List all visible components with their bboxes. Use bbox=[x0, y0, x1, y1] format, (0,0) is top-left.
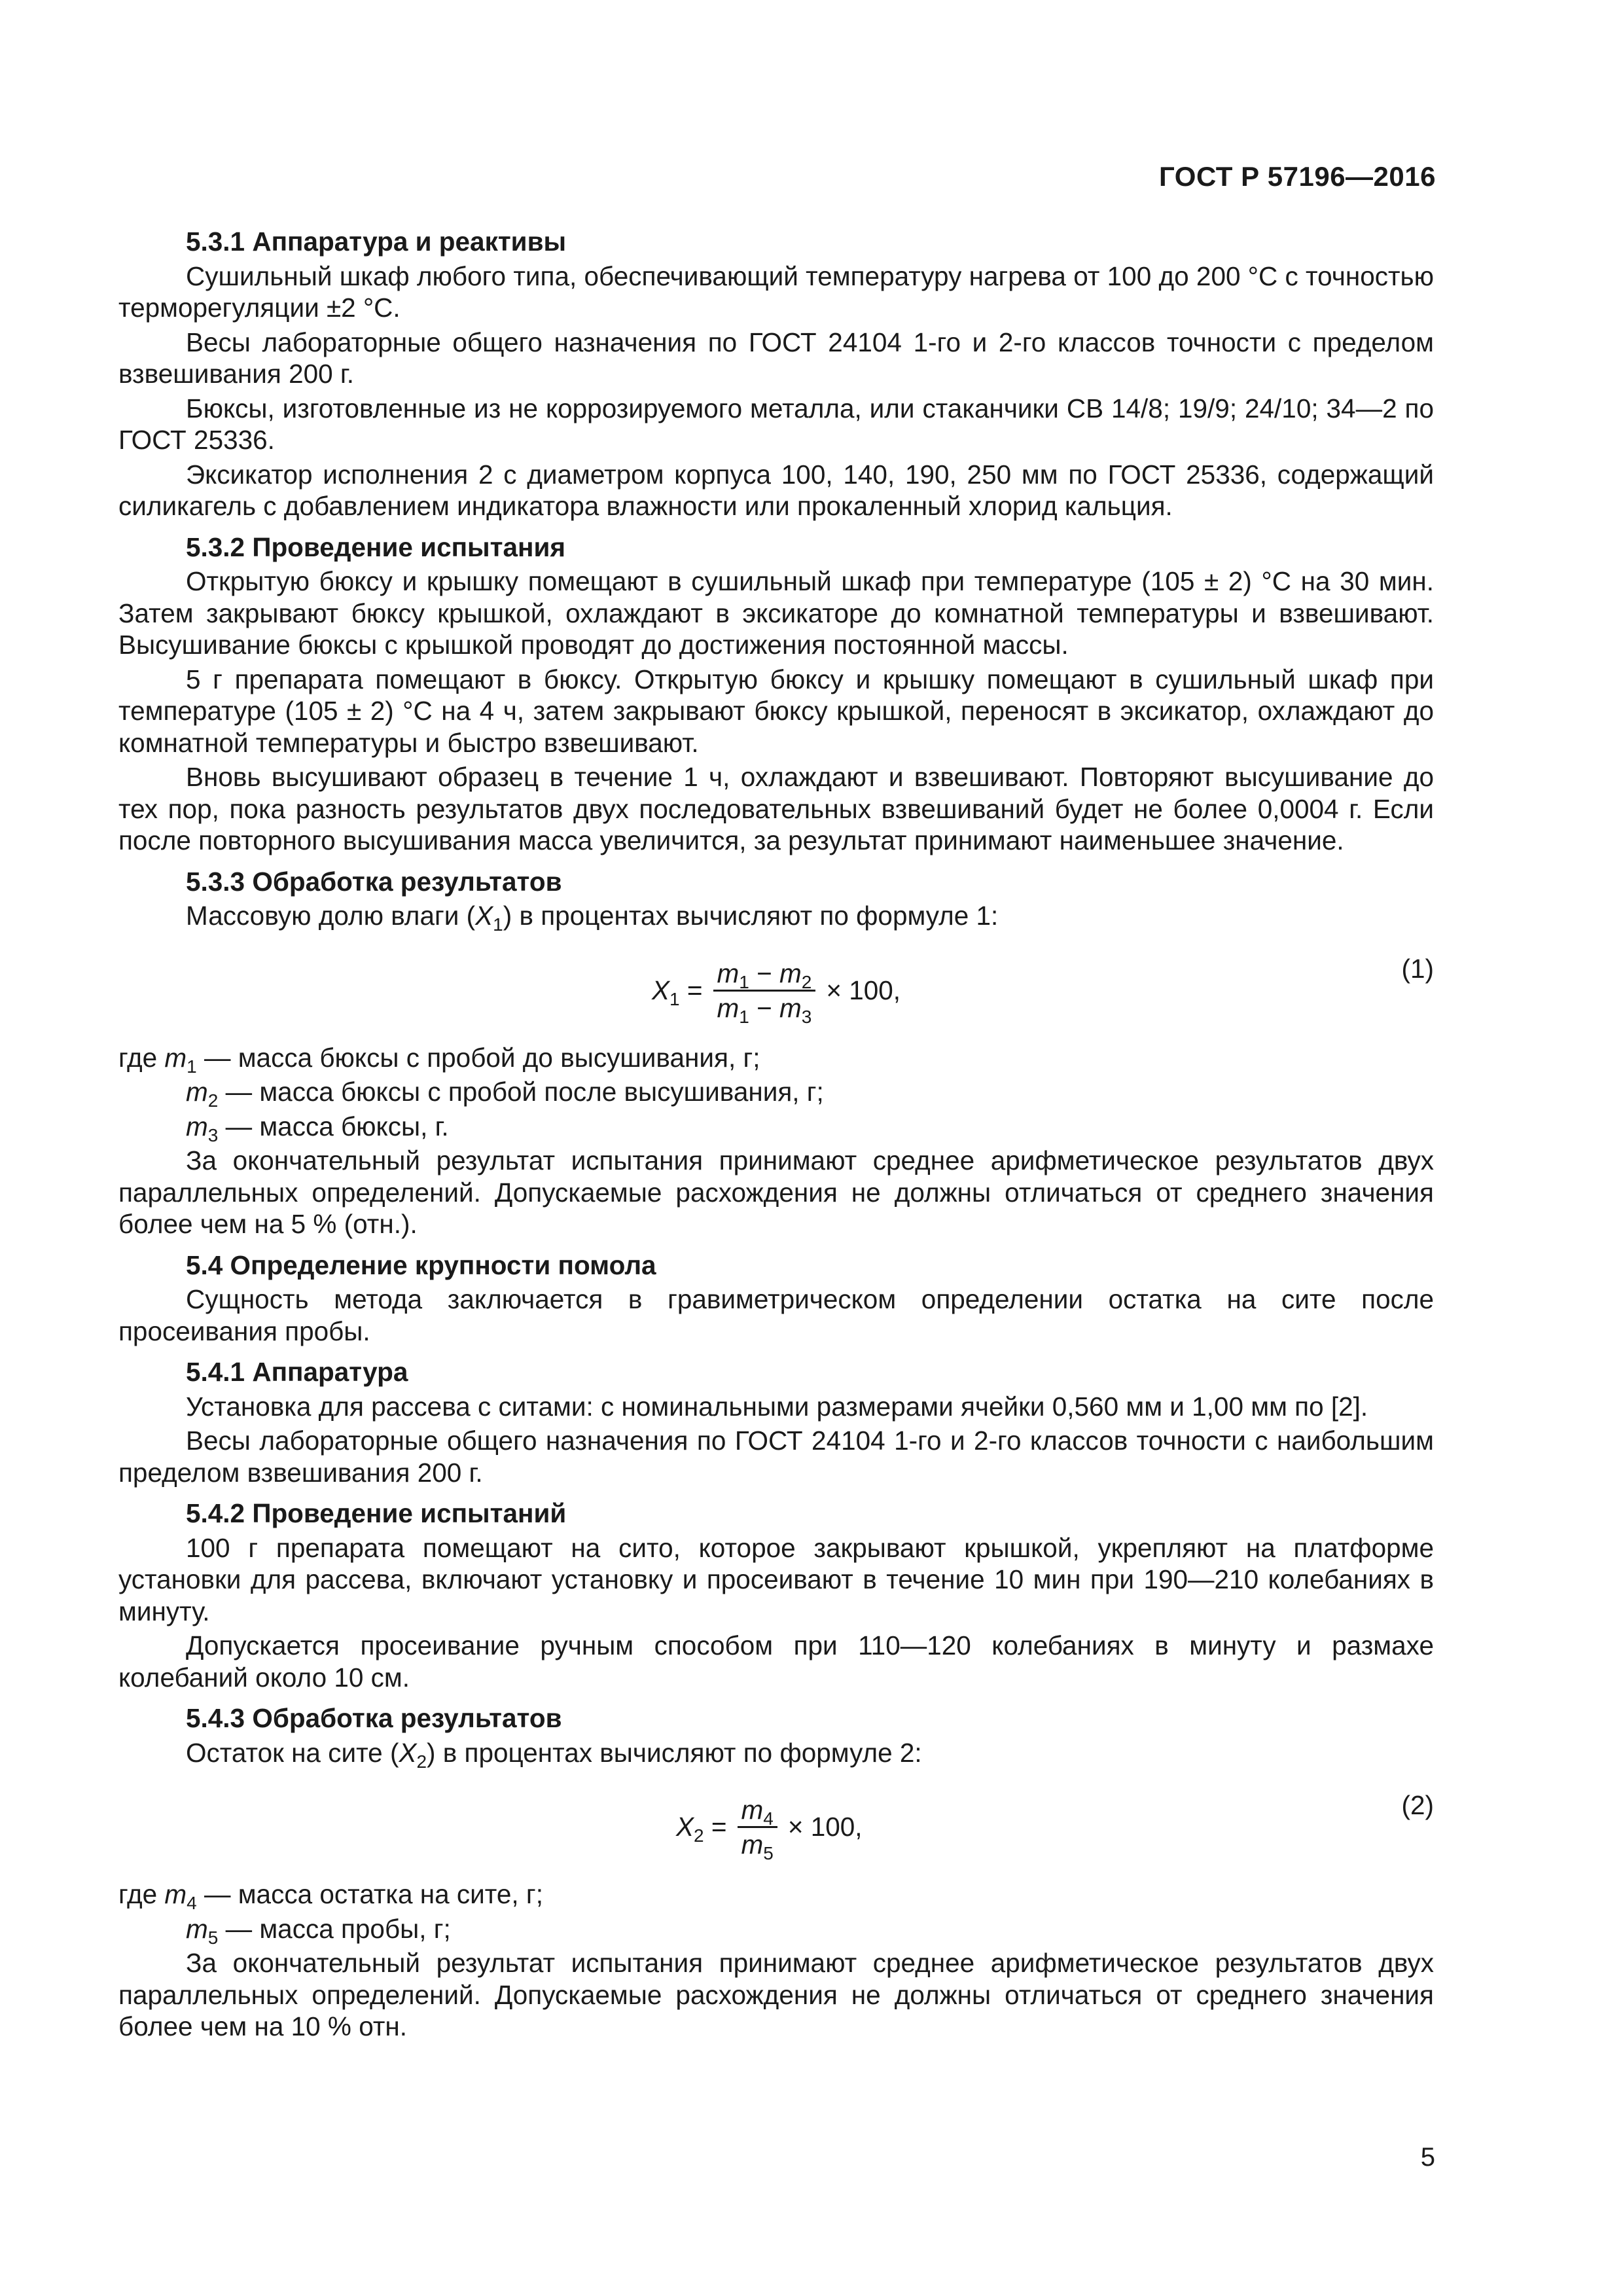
section-heading-5-3-3: 5.3.3 Обработка результатов bbox=[186, 866, 562, 897]
paragraph: Весы лабораторные общего назначения по ГОСТ 24104 1-го и 2-го классов точности с наибольшим пределом взвешивания 200 г. bbox=[118, 1426, 1434, 1488]
fraction: $\frac{m_1 - m_2}{m_1 - m_3}$ bbox=[713, 960, 816, 1022]
formula-number: (2) bbox=[1401, 1790, 1434, 1820]
section-heading-5-4: 5.4 Определение крупности помола bbox=[186, 1249, 656, 1280]
paragraph: Сушильный шкаф любого типа, обеспечивающий температуру нагрева от 100 до 200 °С с точностью терморегуляции ±2 °С. bbox=[118, 260, 1434, 323]
paragraph: Сущность метода заключается в гравиметрическом определении остатка на сите после просеивания пробы. bbox=[118, 1284, 1434, 1346]
paragraph: За окончательный результат испытания принимают среднее арифметическое результатов двух параллельных определений. Допускаемые расхождения не должны отличаться от среднего значения более чем на 5 % (отн.). bbox=[118, 1145, 1434, 1239]
legend-line: $m_2$ — масса бюксы с пробой после высушивания, г; bbox=[186, 1077, 824, 1111]
paragraph: Вновь высушивают образец в течение 1 ч, охлаждают и взвешивают. Повторяют высушивание до тех пор, пока разность результатов двух последовательных взвешиваний будет не более 0,0004 г. Если после повторного высушивания масса увеличится, за результат принимают наименьшее значение. bbox=[118, 762, 1434, 855]
paragraph: Допускается просеивание ручным способом при 110—120 колебаниях в минуту и размахе колебаний около 10 см. bbox=[118, 1630, 1434, 1693]
legend-line: $m_5$ — масса пробы, г; bbox=[186, 1913, 451, 1948]
formula-2-expression: $X_2$ = $\frac{m_4}{m_5}$ × 100, bbox=[676, 1795, 863, 1863]
legend-line: где $m_4$ — масса остатка на сите, г; bbox=[118, 1879, 543, 1913]
section-heading-5-3-2: 5.3.2 Проведение испытания bbox=[186, 531, 565, 562]
document-body bbox=[118, 226, 1434, 2045]
section-heading-5-4-1: 5.4.1 Аппаратура bbox=[186, 1357, 408, 1387]
formula-intro: Массовую долю влаги $(X_1)$ в процентах вычисляют по формуле 1: bbox=[186, 901, 999, 935]
paragraph: За окончательный результат испытания принимают среднее арифметическое результатов двух параллельных определений. Допускаемые расхождения не должны отличаться от среднего значения более чем на 10 % отн. bbox=[118, 1948, 1434, 2041]
section-heading-5-4-2: 5.4.2 Проведение испытаний bbox=[186, 1498, 567, 1528]
fraction: $\frac{m_4}{m_5}$ bbox=[738, 1796, 777, 1858]
section-heading-5-4-3: 5.4.3 Обработка результатов bbox=[186, 1703, 562, 1733]
legend-line: где $m_1$ — масса бюксы с пробой до высушивания, г; bbox=[118, 1042, 760, 1077]
paragraph: Установка для рассева с ситами: с номинальными размерами ячейки 0,560 мм и 1,00 мм по [2]. bbox=[186, 1391, 1368, 1422]
page-number: 5 bbox=[1420, 2143, 1435, 2172]
formula-1-expression: $X_1$ = $\frac{m_1 - m_2}{m_1 - m_3}$ × 100, bbox=[652, 958, 901, 1027]
document-header: ГОСТ Р 57196—2016 bbox=[1159, 161, 1436, 192]
formula-intro: Остаток на сите $(X_2)$ в процентах вычисляют по формуле 2: bbox=[186, 1737, 922, 1772]
section-heading-5-3-1: 5.3.1 Аппаратура и реактивы bbox=[186, 226, 567, 257]
formula-number: (1) bbox=[1401, 953, 1434, 984]
paragraph: Весы лабораторные общего назначения по ГОСТ 24104 1-го и 2-го классов точности с пределом взвешивания 200 г. bbox=[118, 327, 1434, 389]
legend-line: $m_3$ — масса бюксы, г. bbox=[186, 1111, 449, 1145]
paragraph: 100 г препарата помещают на сито, которое закрывают крышкой, укрепляют на платформе установки для рассева, включают установку и просеивают в течение 10 мин при 190—210 колебаниях в минуту. bbox=[118, 1532, 1434, 1626]
paragraph: Эксикатор исполнения 2 с диаметром корпуса 100, 140, 190, 250 мм по ГОСТ 25336, содержащий силикагель с добавлением индикатора влажности или прокаленный хлорид кальция. bbox=[118, 459, 1434, 521]
formula-2 bbox=[118, 1787, 1434, 1865]
paragraph: 5 г препарата помещают в бюксу. Открытую бюксу и крышку помещают в сушильный шкаф при температуре (105 ± 2) °С на 4 ч, затем закрывают бюксу крышкой, переносят в эксикатор, охлаждают до комнатной температуры и быстро взвешивают. bbox=[118, 664, 1434, 758]
paragraph: Открытую бюксу и крышку помещают в сушильный шкаф при температуре (105 ± 2) °С на 30 мин. Затем закрывают бюксу крышкой, охлаждают в эксикаторе до комнатной температуры и взвешивают. Высушивание бюксы с крышкой проводят до достижения постоянной массы. bbox=[118, 566, 1434, 660]
paragraph: Бюксы, изготовленные из не коррозируемого металла, или стаканчики СВ 14/8; 19/9; 24/10; 34—2 по ГОСТ 25336. bbox=[118, 393, 1434, 455]
formula-1 bbox=[118, 950, 1434, 1029]
